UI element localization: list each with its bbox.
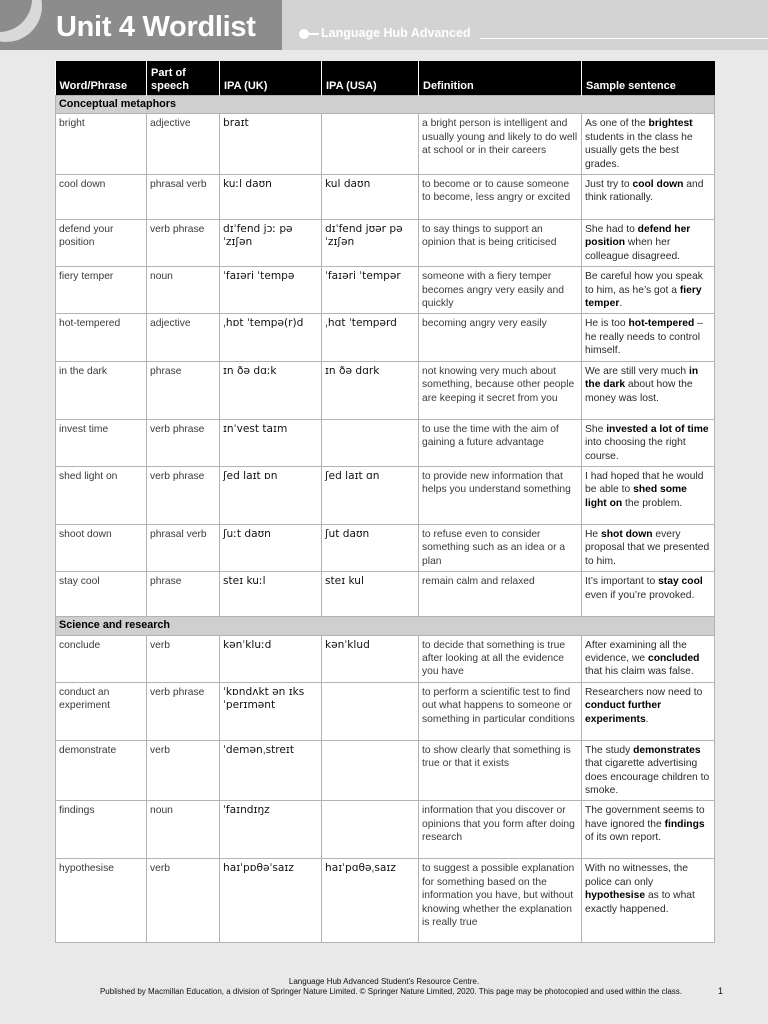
- ipa-uk-cell: ɪnˈvest taɪm: [220, 419, 322, 466]
- sentence-text: Researchers now need to: [585, 686, 703, 698]
- sentence-text: students in the class he usually gets the best grades.: [585, 131, 693, 170]
- ipa-uk-cell: ʃuːt daʊn: [220, 524, 322, 571]
- sentence-text: We are still very much: [585, 365, 689, 377]
- definition-cell: to say things to support an opinion that is being criticised: [419, 220, 582, 267]
- ipa-uk-cell: ˈfaɪndɪŋz: [220, 801, 322, 859]
- sentence-keyword: defend her position: [585, 224, 691, 249]
- sentence-text: As one of the: [585, 118, 649, 130]
- footer-resource-centre: Language Hub Advanced Student’s Resource Centre.: [288, 977, 480, 986]
- ipa-uk-cell: ʃed laɪt ɒn: [220, 466, 322, 524]
- sentence-text: The government seems to have ignored the: [585, 805, 705, 830]
- table-row: [56, 682, 715, 740]
- sentence-keyword: hot-tempered: [628, 318, 695, 330]
- definition-cell: remain calm and relaxed: [419, 572, 582, 617]
- sample-sentence-cell: [582, 114, 715, 175]
- brand-dash: [309, 33, 319, 35]
- table-row: [56, 572, 715, 617]
- ipa-usa-cell: [322, 682, 419, 740]
- sample-sentence-cell: [582, 859, 715, 943]
- part-of-speech-cell: verb phrase: [147, 419, 220, 466]
- sentence-text: into choosing the right course.: [585, 437, 686, 462]
- word-cell: fiery temper: [56, 267, 147, 314]
- column-header-word: Word/Phrase: [56, 61, 147, 96]
- ipa-uk-cell: steɪ kuːl: [220, 572, 322, 617]
- section-header-row: [56, 96, 715, 114]
- sentence-text: about how the money was lost.: [585, 379, 693, 404]
- word-cell: invest time: [56, 419, 147, 466]
- definition-cell: not knowing very much about something, because other people are keeping it secret from you: [419, 361, 582, 419]
- table-row: [56, 859, 715, 943]
- ipa-usa-cell: kul daʊn: [322, 175, 419, 220]
- sentence-keyword: cool down: [632, 179, 684, 191]
- column-header-part-of-speech: Part of speech: [147, 61, 220, 96]
- definition-cell: to perform a scientific test to find out what happens to someone or something in particular conditions: [419, 682, 582, 740]
- ipa-usa-cell: [322, 114, 419, 175]
- definition-cell: to use the time with the aim of gaining a future advantage: [419, 419, 582, 466]
- ipa-uk-cell: ˌhɒt ˈtempə(r)d: [220, 314, 322, 361]
- ipa-uk-cell: braɪt: [220, 114, 322, 175]
- definition-cell: information that you discover or opinions that you form after doing research: [419, 801, 582, 859]
- sample-sentence-cell: [582, 220, 715, 267]
- part-of-speech-cell: phrasal verb: [147, 175, 220, 220]
- sentence-text: that cigarette advertising does encourage children to smoke.: [585, 758, 710, 796]
- sentence-text: He is too: [585, 318, 629, 330]
- word-cell: demonstrate: [56, 740, 147, 801]
- sentence-text: the problem.: [622, 497, 683, 509]
- page-title: Unit 4 Wordlist: [56, 11, 256, 43]
- sentence-text: – he really needs to control himself.: [585, 318, 703, 357]
- table-row: [56, 801, 715, 859]
- column-header-definition: Definition: [419, 61, 582, 96]
- sentence-text: With no witnesses, the police can only: [585, 863, 689, 888]
- ipa-usa-cell: ʃed laɪt ɑn: [322, 466, 419, 524]
- word-cell: in the dark: [56, 361, 147, 419]
- sentence-text: I had hoped that he would be able to: [585, 470, 704, 496]
- part-of-speech-cell: adjective: [147, 114, 220, 175]
- sample-sentence-cell: [582, 314, 715, 361]
- sample-sentence-cell: [582, 524, 715, 571]
- sentence-text: He: [585, 528, 602, 540]
- part-of-speech-cell: verb: [147, 635, 220, 682]
- part-of-speech-cell: verb: [147, 740, 220, 801]
- word-cell: conduct an experiment: [56, 682, 147, 740]
- sentence-keyword: findings: [664, 818, 705, 830]
- sentence-keyword: invested a lot of time: [606, 423, 709, 435]
- definition-cell: to become or to cause someone to become, less angry or excited: [419, 175, 582, 220]
- ipa-usa-cell: ʃut daʊn: [322, 524, 419, 571]
- sentence-keyword: shot down: [601, 528, 653, 540]
- ipa-uk-cell: ˈkɒndʌkt ən ɪksˈperɪmənt: [220, 682, 322, 740]
- sentence-text: when her colleague disagreed.: [585, 237, 681, 262]
- word-cell: cool down: [56, 175, 147, 220]
- sentence-text: It’s important to: [585, 576, 659, 588]
- sentence-keyword: stay cool: [658, 576, 703, 588]
- section-title: Science and research: [56, 617, 715, 635]
- table-row: [56, 175, 715, 220]
- brand-underline: [480, 38, 768, 39]
- ipa-usa-cell: [322, 740, 419, 801]
- sample-sentence-cell: [582, 635, 715, 682]
- part-of-speech-cell: noun: [147, 267, 220, 314]
- sample-sentence-cell: [582, 740, 715, 801]
- sentence-keyword: shed some light on: [585, 484, 687, 509]
- part-of-speech-cell: phrasal verb: [147, 524, 220, 571]
- word-cell: hot-tempered: [56, 314, 147, 361]
- sentence-text: and think rationally.: [585, 179, 704, 204]
- sample-sentence-cell: [582, 682, 715, 740]
- ipa-usa-cell: dɪˈfend jʊər pəˈzɪʃən: [322, 220, 419, 267]
- sentence-text: as to what exactly happened.: [585, 890, 695, 915]
- sentence-keyword: brightest: [648, 118, 693, 130]
- definition-cell: to suggest a possible explanation for something based on the information you have, but without knowing whether the explanation is really true: [419, 859, 582, 943]
- section-title: Conceptual metaphors: [56, 96, 715, 114]
- ipa-usa-cell: ˌhɑt ˈtempərd: [322, 314, 419, 361]
- ipa-uk-cell: ɪn ðə dɑːk: [220, 361, 322, 419]
- ipa-usa-cell: steɪ kul: [322, 572, 419, 617]
- word-cell: hypothesise: [56, 859, 147, 943]
- sentence-text: Be careful how you speak to him, as he’s got a: [585, 271, 703, 296]
- column-header-sample-sentence: Sample sentence: [582, 61, 715, 96]
- sample-sentence-cell: [582, 466, 715, 524]
- definition-cell: to show clearly that something is true or that it exists: [419, 740, 582, 801]
- sample-sentence-cell: [582, 419, 715, 466]
- sentence-text: After examining all the evidence, we: [585, 639, 687, 664]
- ipa-uk-cell: ˈfaɪəri ˈtempə: [220, 267, 322, 314]
- sample-sentence-cell: [582, 361, 715, 419]
- table-row: [56, 220, 715, 267]
- sample-sentence-cell: [582, 801, 715, 859]
- sentence-keyword: hypothesise: [585, 890, 646, 902]
- table-row: [56, 114, 715, 175]
- sentence-keyword: fiery temper: [585, 284, 702, 310]
- definition-cell: to decide that something is true after looking at all the evidence you have: [419, 635, 582, 682]
- sentence-text: The study: [585, 744, 634, 756]
- sample-sentence-cell: [582, 175, 715, 220]
- sentence-keyword: demonstrates: [633, 744, 701, 756]
- table-row: [56, 267, 715, 314]
- column-header-ipa-usa: IPA (USA): [322, 61, 419, 96]
- table-row: [56, 314, 715, 361]
- ipa-usa-cell: kənˈklud: [322, 635, 419, 682]
- sentence-text: Just try to: [585, 179, 633, 191]
- ipa-uk-cell: ˈdemənˌstreɪt: [220, 740, 322, 801]
- sentence-text: She had to: [585, 224, 638, 236]
- part-of-speech-cell: phrase: [147, 572, 220, 617]
- column-header-ipa-uk: IPA (UK): [220, 61, 322, 96]
- part-of-speech-cell: verb phrase: [147, 466, 220, 524]
- ipa-uk-cell: dɪˈfend jɔː pəˈzɪʃən: [220, 220, 322, 267]
- sentence-text: even if you’re provoked.: [585, 589, 695, 601]
- definition-cell: someone with a fiery temper becomes angry very easily and quickly: [419, 267, 582, 314]
- ipa-usa-cell: haɪˈpɑθəˌsaɪz: [322, 859, 419, 943]
- table-row: [56, 466, 715, 524]
- ipa-usa-cell: ɪn ðə dɑrk: [322, 361, 419, 419]
- page-number: 1: [718, 986, 724, 996]
- word-cell: defend your position: [56, 220, 147, 267]
- footer-copyright: Published by Macmillan Education, a division of Springer Nature Limited. © Springer Nature Limited, 2020. This page may be photocopied and used within the class.: [99, 987, 683, 996]
- sentence-text: .: [619, 298, 623, 310]
- ipa-usa-cell: ˈfaɪəri ˈtempər: [322, 267, 419, 314]
- sentence-text: that his claim was false.: [585, 666, 694, 678]
- section-header-row: [56, 617, 715, 635]
- sentence-text: She: [585, 423, 607, 435]
- word-cell: stay cool: [56, 572, 147, 617]
- sample-sentence-cell: [582, 572, 715, 617]
- sample-sentence-cell: [582, 267, 715, 314]
- wordlist-table: [55, 61, 715, 943]
- word-cell: shed light on: [56, 466, 147, 524]
- table-row: [56, 635, 715, 682]
- brand-dot-icon: [299, 29, 309, 39]
- ipa-uk-cell: kuːl daʊn: [220, 175, 322, 220]
- definition-cell: a bright person is intelligent and usually young and likely to do well at school or in their careers: [419, 114, 582, 175]
- ipa-uk-cell: haɪˈpɒθəˈsaɪz: [220, 859, 322, 943]
- sentence-keyword: concluded: [647, 652, 700, 664]
- table-row: [56, 361, 715, 419]
- word-cell: shoot down: [56, 524, 147, 571]
- word-cell: bright: [56, 114, 147, 175]
- sentence-text: .: [645, 713, 649, 725]
- sentence-text: every proposal that we presented to him.: [585, 528, 710, 567]
- brand-name: Language Hub Advanced: [321, 26, 471, 40]
- table-row: [56, 524, 715, 571]
- part-of-speech-cell: adjective: [147, 314, 220, 361]
- table-row: [56, 740, 715, 801]
- word-cell: findings: [56, 801, 147, 859]
- definition-cell: becoming angry very easily: [419, 314, 582, 361]
- sentence-keyword: conduct further experiments: [585, 700, 662, 725]
- sentence-text: of its own report.: [585, 832, 662, 844]
- part-of-speech-cell: noun: [147, 801, 220, 859]
- definition-cell: to refuse even to consider something such as an idea or a plan: [419, 524, 582, 571]
- part-of-speech-cell: phrase: [147, 361, 220, 419]
- ipa-usa-cell: [322, 419, 419, 466]
- word-cell: conclude: [56, 635, 147, 682]
- part-of-speech-cell: verb phrase: [147, 220, 220, 267]
- definition-cell: to provide new information that helps you understand something: [419, 466, 582, 524]
- ipa-uk-cell: kənˈkluːd: [220, 635, 322, 682]
- part-of-speech-cell: verb: [147, 859, 220, 943]
- table-header-row: [56, 61, 715, 96]
- part-of-speech-cell: verb phrase: [147, 682, 220, 740]
- table-row: [56, 419, 715, 466]
- sentence-keyword: in the dark: [585, 365, 699, 391]
- ipa-usa-cell: [322, 801, 419, 859]
- table-body: [56, 96, 715, 943]
